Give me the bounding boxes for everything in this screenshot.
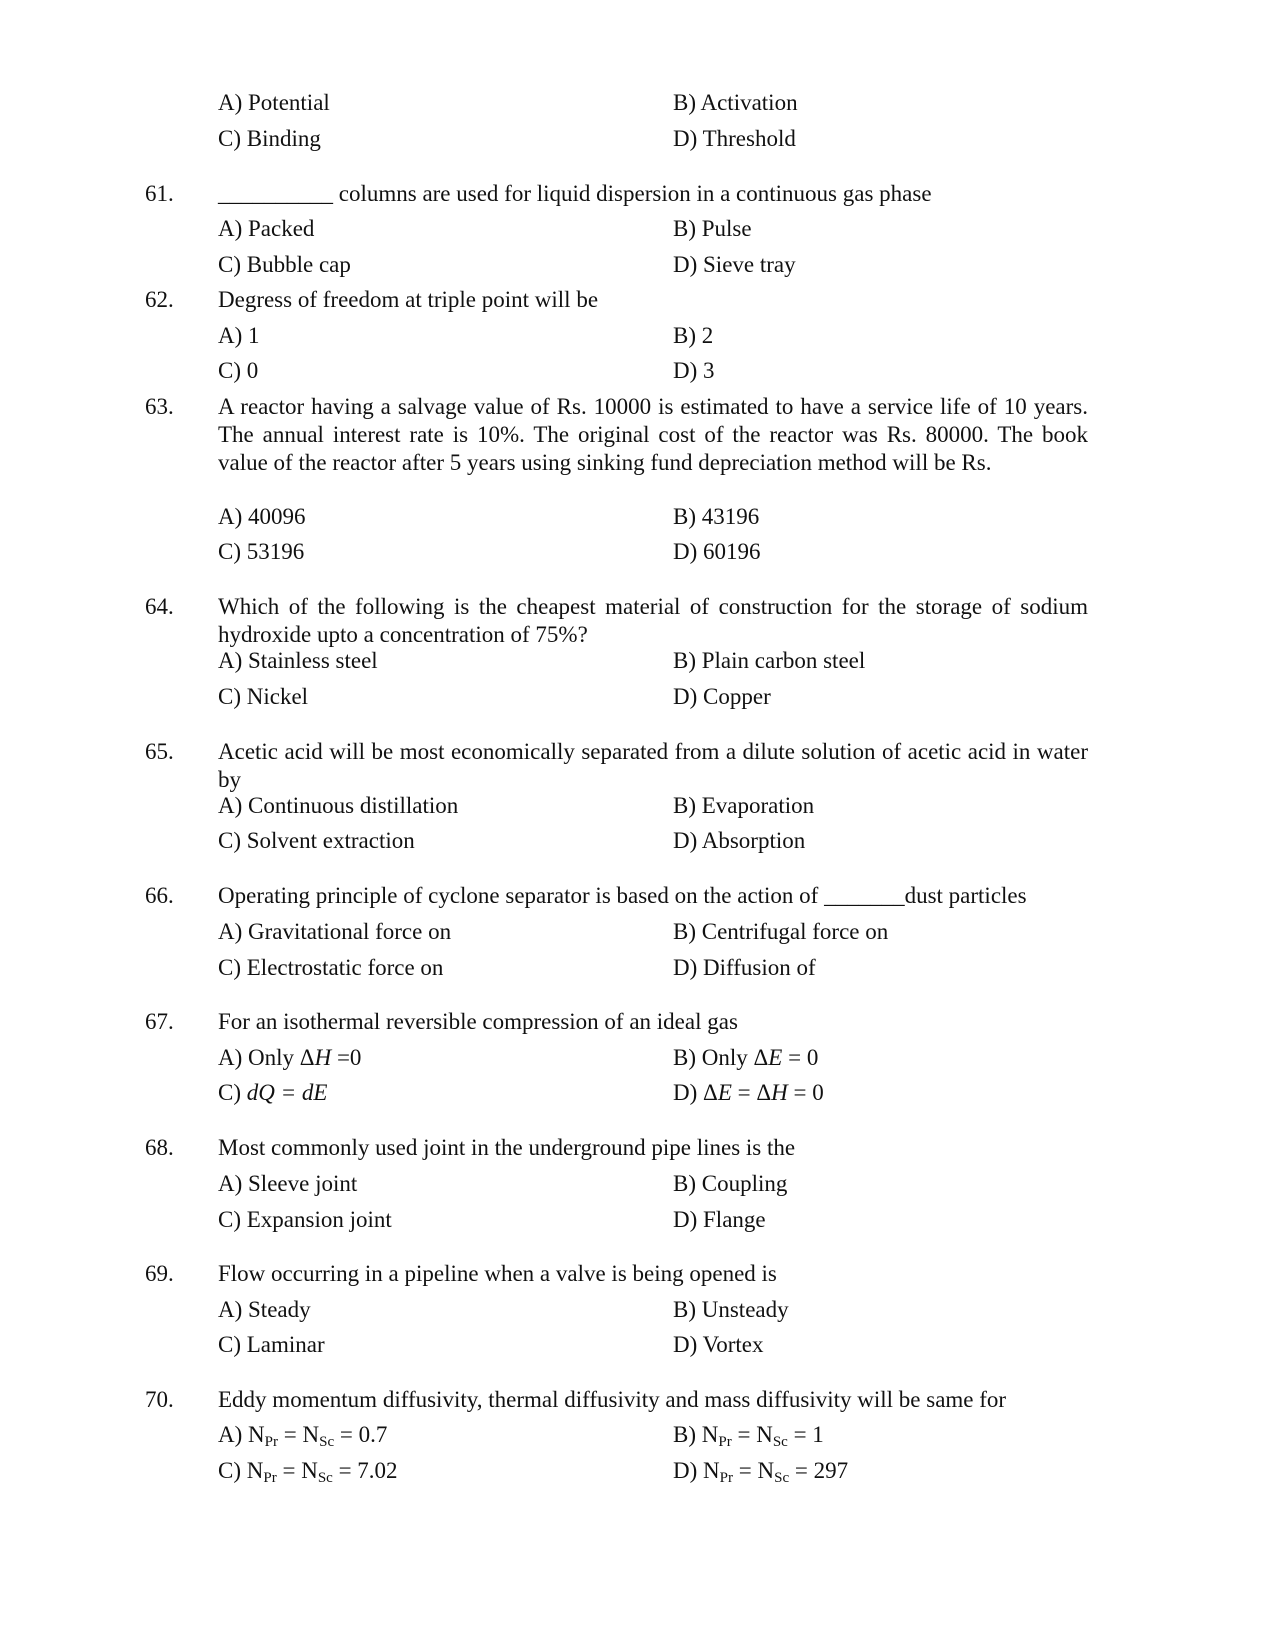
q66-number: 66.	[145, 883, 174, 908]
q68-text: Most commonly used joint in the underground pipe lines is the	[218, 1135, 796, 1160]
q69-option-d: D) Vortex	[673, 1332, 764, 1357]
q62-number: 62.	[145, 287, 174, 312]
q61-number: 61.	[145, 181, 174, 206]
q66-option-a: A) Gravitational force on	[218, 919, 452, 944]
q67-option-c-prefix: C)	[218, 1080, 247, 1105]
q67-option-d-prefix: D)	[673, 1080, 704, 1105]
q70-option-a-nsc: N	[302, 1422, 320, 1447]
q64-text: Which of the following is the cheapest material of construction for the storage of sodium hydroxide upto a concentration of 75%?	[218, 594, 1088, 647]
q61-option-c: C) Bubble cap	[218, 252, 351, 277]
q70-option-a-npr: N	[248, 1422, 265, 1447]
q67-option-b	[673, 1044, 818, 1072]
q62-option-b: B) 2	[673, 323, 714, 348]
q70-option-d	[673, 1457, 848, 1485]
q69-text: Flow occurring in a pipeline when a valve is being opened is	[218, 1261, 777, 1286]
q70-option-d-nsc: N	[757, 1458, 775, 1483]
q63-option-b: B) 43196	[673, 504, 760, 529]
q65-number: 65.	[145, 739, 174, 764]
q67-option-d-var1: E	[717, 1080, 732, 1105]
q67-option-a-rest: =0	[331, 1045, 362, 1070]
q70-option-b-sub-pr: Pr	[718, 1434, 732, 1450]
q67-option-d-delta1: Δ	[703, 1080, 718, 1105]
q62-option-d: D) 3	[673, 358, 715, 383]
q70-option-c	[218, 1457, 398, 1485]
q67-option-b-delta: Δ	[753, 1045, 769, 1070]
q60-option-c: C) Binding	[218, 126, 321, 151]
q70-option-a	[218, 1421, 387, 1449]
q69-option-b: B) Unsteady	[673, 1297, 789, 1322]
q67-option-d	[673, 1079, 824, 1107]
q68-option-d: D) Flange	[673, 1207, 766, 1232]
q70-option-d-sub-sc: Sc	[774, 1470, 790, 1486]
q67-option-a-prefix: A) Only	[218, 1045, 300, 1070]
q62-option-c: C) 0	[218, 358, 259, 383]
q70-option-c-npr: N	[246, 1458, 264, 1483]
q66-option-b: B) Centrifugal force on	[673, 919, 889, 944]
q69-number: 69.	[145, 1261, 174, 1286]
q70-option-d-sub-pr: Pr	[719, 1470, 733, 1486]
q70-option-a-sub-pr: Pr	[264, 1434, 278, 1450]
q62-text: Degress of freedom at triple point will be	[218, 287, 599, 312]
q70-option-b	[673, 1421, 824, 1449]
q70-option-c-value: = 7.02	[332, 1458, 398, 1483]
q70-option-b-npr: N	[701, 1422, 719, 1447]
q63-number: 63.	[145, 394, 174, 419]
q67-number: 67.	[145, 1009, 174, 1034]
q70-option-c-nsc: N	[301, 1458, 318, 1483]
q67-option-a	[218, 1044, 361, 1072]
q60-option-a: A) Potential	[218, 90, 330, 115]
q66-text: Operating principle of cyclone separator is based on the action of _______dust particles	[218, 883, 1027, 908]
q69-option-c: C) Laminar	[218, 1332, 325, 1357]
q70-option-c-prefix: C)	[218, 1458, 247, 1483]
q70-option-d-eq: =	[733, 1458, 758, 1483]
q70-option-a-value: = 0.7	[334, 1422, 388, 1447]
q67-option-b-prefix: B) Only	[673, 1045, 754, 1070]
q70-option-a-eq: =	[278, 1422, 303, 1447]
q68-number: 68.	[145, 1135, 174, 1160]
q70-text: Eddy momentum diffusivity, thermal diffusivity and mass diffusivity will be same for	[218, 1387, 1007, 1412]
q63-text: A reactor having a salvage value of Rs. 10000 is estimated to have a service life of 10 years. The annual interest rate is 10%. The original cost of the reactor was Rs. 80000. The book value of the reactor after 5 years using sinking fund depreciation method will be Rs.	[218, 394, 1088, 475]
q65-option-a: A) Continuous distillation	[218, 793, 459, 818]
q65-option-b: B) Evaporation	[673, 793, 815, 818]
q67-option-d-delta2: Δ	[756, 1080, 772, 1105]
q61-option-a: A) Packed	[218, 216, 315, 241]
q67-option-d-var2: H	[771, 1080, 788, 1105]
q63-option-d: D) 60196	[673, 539, 761, 564]
q61-option-b: B) Pulse	[673, 216, 752, 241]
q70-option-b-nsc: N	[756, 1422, 773, 1447]
q67-option-c-expr: dQ = dE	[246, 1080, 328, 1105]
q70-option-b-eq: =	[731, 1422, 757, 1447]
q70-number: 70.	[145, 1387, 174, 1412]
q60-option-d: D) Threshold	[673, 126, 796, 151]
q64-option-a: A) Stainless steel	[218, 648, 378, 673]
q68-option-c: C) Expansion joint	[218, 1207, 392, 1232]
q64-option-d: D) Copper	[673, 684, 771, 709]
q67-option-b-var: E	[768, 1045, 783, 1070]
q70-option-c-sub-pr: Pr	[263, 1470, 277, 1486]
q66-option-d: D) Diffusion of	[673, 955, 816, 980]
q67-option-a-var: H	[314, 1045, 332, 1070]
q70-option-a-prefix: A)	[218, 1422, 249, 1447]
q61-text: __________ columns are used for liquid dispersion in a continuous gas phase	[218, 181, 932, 206]
q67-option-b-rest: = 0	[782, 1045, 819, 1070]
q70-option-d-npr: N	[703, 1458, 720, 1483]
q67-option-c	[218, 1079, 327, 1107]
q62-option-a: A) 1	[218, 323, 260, 348]
q65-text: Acetic acid will be most economically separated from a dilute solution of acetic acid in water by	[218, 739, 1088, 792]
q70-option-b-sub-sc: Sc	[772, 1434, 788, 1450]
q70-option-c-sub-sc: Sc	[317, 1470, 333, 1486]
q67-option-d-rest: = 0	[787, 1080, 824, 1105]
q65-option-c: C) Solvent extraction	[218, 828, 415, 853]
q63-option-c: C) 53196	[218, 539, 305, 564]
q70-option-a-sub-sc: Sc	[319, 1434, 335, 1450]
q67-option-d-mid: =	[731, 1080, 757, 1105]
q69-option-a: A) Steady	[218, 1297, 311, 1322]
q60-option-b: B) Activation	[673, 90, 798, 115]
q70-option-c-eq: =	[276, 1458, 302, 1483]
q70-option-d-prefix: D)	[673, 1458, 704, 1483]
q70-option-b-prefix: B)	[673, 1422, 702, 1447]
q67-option-a-delta: Δ	[299, 1045, 315, 1070]
q68-option-a: A) Sleeve joint	[218, 1171, 358, 1196]
q61-option-d: D) Sieve tray	[673, 252, 796, 277]
q70-option-d-value: = 297	[789, 1458, 849, 1483]
q66-option-c: C) Electrostatic force on	[218, 955, 444, 980]
q68-option-b: B) Coupling	[673, 1171, 788, 1196]
q63-option-a: A) 40096	[218, 504, 306, 529]
q67-text: For an isothermal reversible compression of an ideal gas	[218, 1009, 738, 1034]
q64-option-b: B) Plain carbon steel	[673, 648, 866, 673]
q65-option-d: D) Absorption	[673, 828, 806, 853]
q64-number: 64.	[145, 594, 174, 619]
q70-option-b-value: = 1	[787, 1422, 824, 1447]
q64-option-c: C) Nickel	[218, 684, 309, 709]
